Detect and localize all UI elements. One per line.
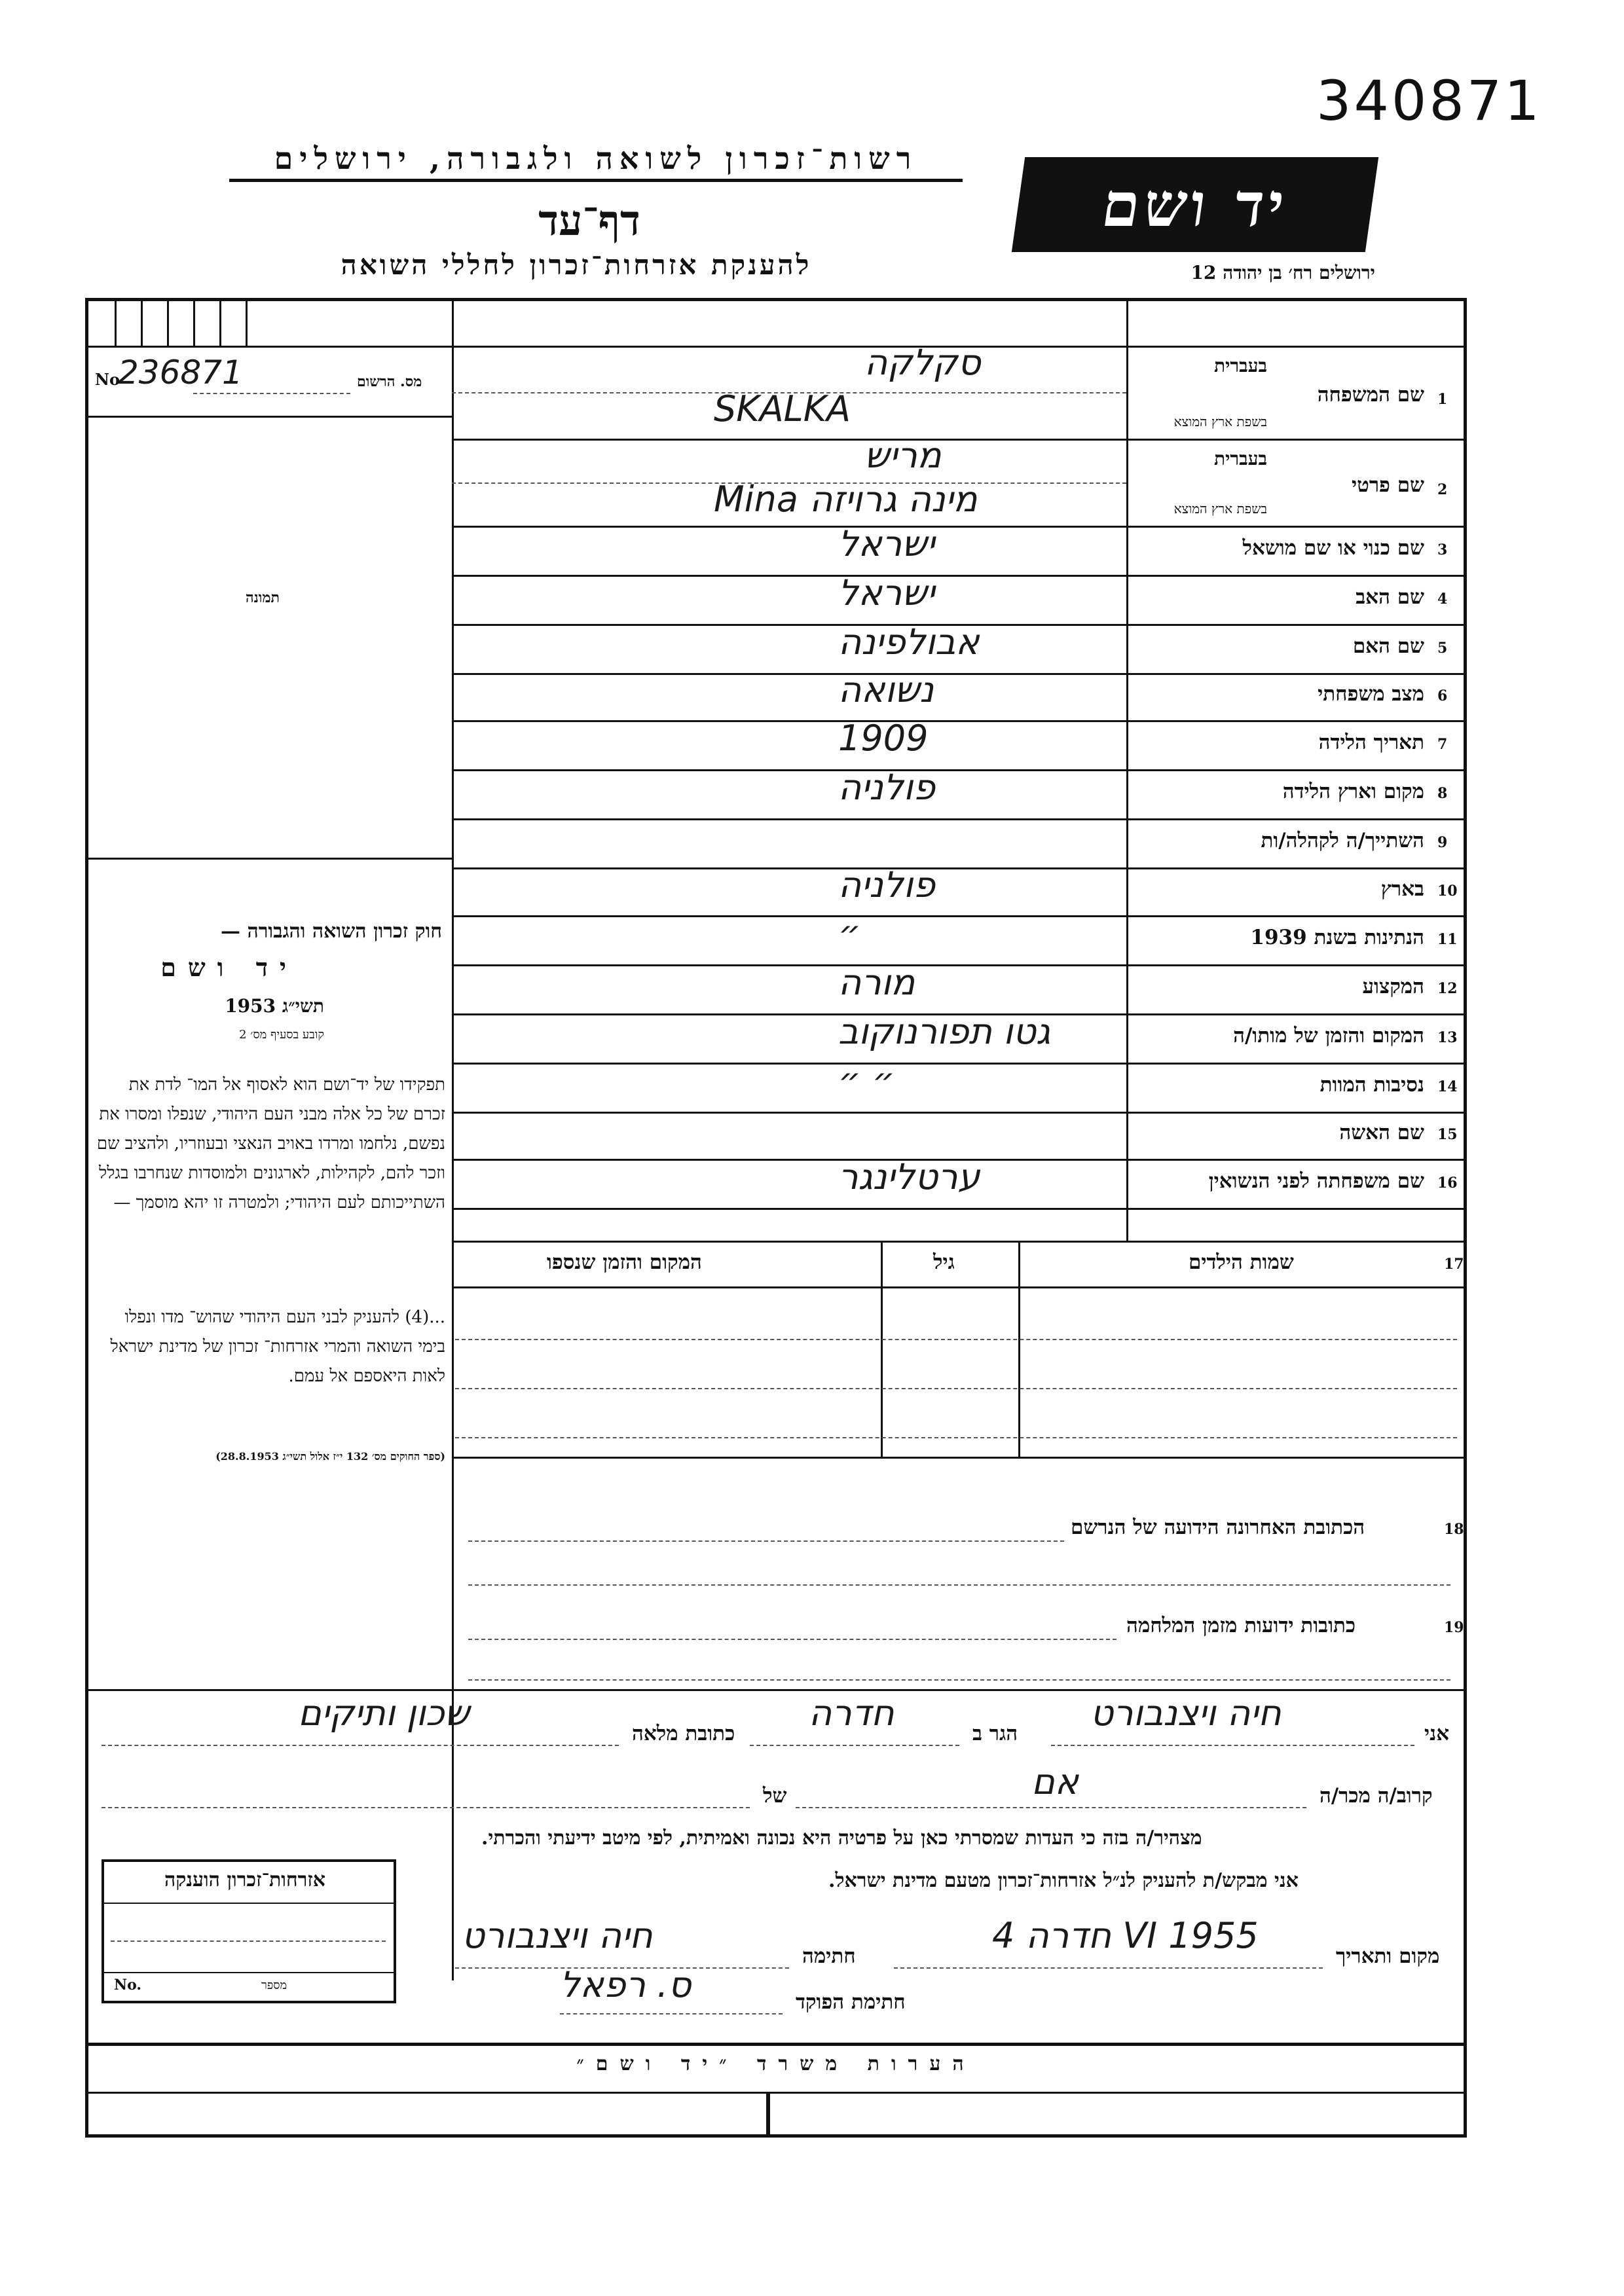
field-row-13 [452,1010,1464,1065]
field-label: בארץ [1380,877,1424,901]
field-number: 6 [1437,687,1448,704]
field-value: מורה [838,961,915,1003]
field-value: 1909 [838,717,929,759]
children-place-header: המקום והזמן שנספו [547,1250,702,1274]
children-names-header: שמות הילדים [1189,1250,1294,1274]
field-sub-origin: בשפת ארץ המוצא [1173,414,1267,429]
field-value: פולניה [838,864,936,905]
field-label: שם האב [1356,585,1424,609]
stamp-box-title: אזרחות־זכרון הוענקה [164,1868,326,1891]
field-label: שם כנוי או שם מושאל [1242,536,1424,560]
registration-no-prefix: No [95,370,120,389]
field-number: 10 [1437,882,1458,900]
field-value: מריש [864,435,942,476]
children-item-number: 17 [1444,1256,1464,1273]
field-label: שם משפחתה לפני הנשואין [1208,1169,1424,1193]
field-number: 13 [1437,1029,1458,1046]
field-number: 12 [1437,979,1458,997]
declarant-city: חדרה [809,1692,895,1734]
field-label: המקום והזמן של מותו/ה [1233,1023,1424,1048]
field-label: שם האם [1352,634,1424,658]
decl-relative-label: קרוב/ה מכר/ה [1320,1784,1433,1808]
field-sub-hebrew: בעברית [1213,448,1267,469]
field-value: גטו תפורנוקוב [838,1010,1051,1052]
law-clause-ref: קובע בסעיף מס׳ 2 [239,1028,324,1042]
field-row-15 [452,1112,1464,1161]
field-label: הנתינות בשנת 1939 [1250,925,1424,949]
item-18-number: 18 [1444,1521,1464,1538]
address-line: ירושלים רח׳ בן יהודה 12 [1190,262,1375,283]
form-title: דף־עד [538,196,640,246]
decl-full-address-label: כתובת מלאה [632,1722,735,1745]
field-value: נשואה [838,669,934,710]
law-year: תשי״ג 1953 [225,995,324,1017]
last-address-label: הכתובת האחרונה הידועה של הנרשם [1071,1516,1365,1539]
law-name: יד ושם [160,953,298,982]
field-row-3 [452,522,1464,577]
field-label: מקום וארץ הלידה [1282,779,1424,803]
field-value-origin: Mina מינה גרויזה [714,478,978,520]
field-number: 4 [1437,590,1448,608]
field-value: ערטלינגר [838,1156,980,1197]
law-title: חוק זכרון השואה והגבורה — [221,920,442,943]
item-19-number: 19 [1444,1619,1464,1636]
field-row-1 [452,342,1464,441]
field-value: ישראל [838,522,935,564]
declarant-relation: אם [1031,1761,1079,1802]
field-number: 8 [1437,784,1448,802]
decl-place-date-label: מקום ותאריך [1336,1944,1440,1968]
field-value: אבולפינה [838,621,980,663]
field-row-4 [452,572,1464,626]
decl-of-label: של [763,1784,787,1808]
field-value: ״ ״ [838,1059,895,1101]
field-value: ״ [838,912,861,954]
field-row-9 [452,818,1464,869]
field-row-8 [452,766,1464,820]
field-number: 2 [1437,481,1448,498]
authority-heading: רשות־זכרון לשואה ולגבורה, ירושלים [229,141,963,182]
registration-label: מס. הרשום [357,373,422,390]
photo-label: תמונה [246,589,280,606]
form-subtitle: להענקת אזרחות־זכרון לחללי השואה [341,249,812,281]
office-notes-heading: הערות משרד ״יד ושם״ [576,2052,976,2075]
field-sub-origin: בשפת ארץ המוצא [1173,501,1267,517]
registration-number: 236871 [118,354,243,392]
stamp-box-no: No. [114,1977,142,1994]
decl-place-date: חדרה 4 VI 1955 [992,1915,1259,1956]
decl-statement-2: אני מבקש/ת להעניק לנ״ל אזרחות־זכרון מטעם מדינת ישראל. [828,1869,1299,1892]
decl-statement-1: מצהיר/ה בזה כי העדות שמסרתי כאן על פרטיה היא נכונה ואמיתית, לפי מיטב ידיעתי והכרתי. [481,1827,1202,1850]
field-number: 5 [1437,639,1448,657]
field-value-origin: SKALKA [714,388,851,429]
field-row-2 [452,435,1464,528]
field-number: 9 [1437,833,1448,851]
field-row-12 [452,961,1464,1015]
law-paragraph-2: ...(4) להעניק לבני העם היהודי שהוש־ מדו ונפלו בימי השואה והמרי אזרחות־ זכרון של מדינת ישראל לאות היאספם אל עמם. [110,1307,445,1386]
field-row-16 [452,1156,1464,1210]
field-row-5 [452,621,1464,675]
archive-serial-number: 340871 [1316,69,1542,133]
field-number: 3 [1437,541,1448,558]
field-value: פולניה [838,766,936,808]
field-number: 14 [1437,1078,1458,1095]
stamp-box-number-label: מספר [261,1978,287,1992]
citizenship-stamp-box [101,1859,396,2003]
field-label: נסיבות המוות [1320,1072,1424,1097]
decl-signature-label: חתימה [802,1944,856,1968]
field-row-14 [452,1059,1464,1114]
declarant-signature: חיה ויצנבורט [462,1915,653,1956]
decl-i-am: אני [1424,1722,1450,1745]
yad-vashem-logo: יד ושם [1012,157,1378,252]
field-value: סקלקה [864,342,981,383]
decl-official-label: חתימת הפוקד [796,1990,906,2014]
field-value: ישראל [838,572,935,613]
children-age-header: גיל [933,1250,955,1274]
field-label: השתייך/ה לקהלה/ות [1261,828,1424,852]
field-row-6 [452,669,1464,722]
field-row-7 [452,717,1464,771]
field-number: 1 [1437,391,1448,408]
field-sub-hebrew: בעברית [1213,355,1267,376]
field-number: 16 [1437,1174,1458,1192]
field-label: שם פרטי [1351,473,1424,497]
official-signature: ס. רפאל [560,1964,692,2005]
declarant-full-address: שכון ותיקים [298,1692,470,1734]
declarant-name: חיה ויצנבורט [1090,1692,1282,1734]
form-frame [85,298,1467,2138]
field-label: המקצוע [1362,974,1424,998]
field-label: תאריך הלידה [1318,730,1424,754]
decl-living-in: הגר ב [972,1722,1018,1745]
field-number: 7 [1437,735,1448,753]
field-number: 15 [1437,1126,1458,1143]
law-paragraph-1: תפקידו של יד־ושם הוא לאסוף אל המו־ לדת את זכרם של כל אלה מבני העם היהודי, שנפלו ומסרו את נפשם, נלחמו ומרדו באויב הנאצי ובעוזריו, ולהציב שם וזכר להם, לקהילות, לארגונים ולמוסדות שנחרבו בגלל השתייכותם לעם היהודי; ולמטרה זו יהא מוסמך — [96,1075,445,1212]
law-source: (ספר החוקים מס׳ 132 י״ז אלול תשי״ג 28.8.1953) [215,1450,445,1463]
field-label: מצב משפחתי [1318,682,1424,706]
field-row-10 [452,864,1464,917]
field-label: שם האשה [1339,1121,1424,1144]
wartime-addresses-label: כתובות ידועות מזמן המלחמה [1126,1614,1356,1637]
field-row-11 [452,912,1464,966]
field-label: שם המשפחה [1317,383,1424,407]
field-number: 11 [1437,930,1458,948]
